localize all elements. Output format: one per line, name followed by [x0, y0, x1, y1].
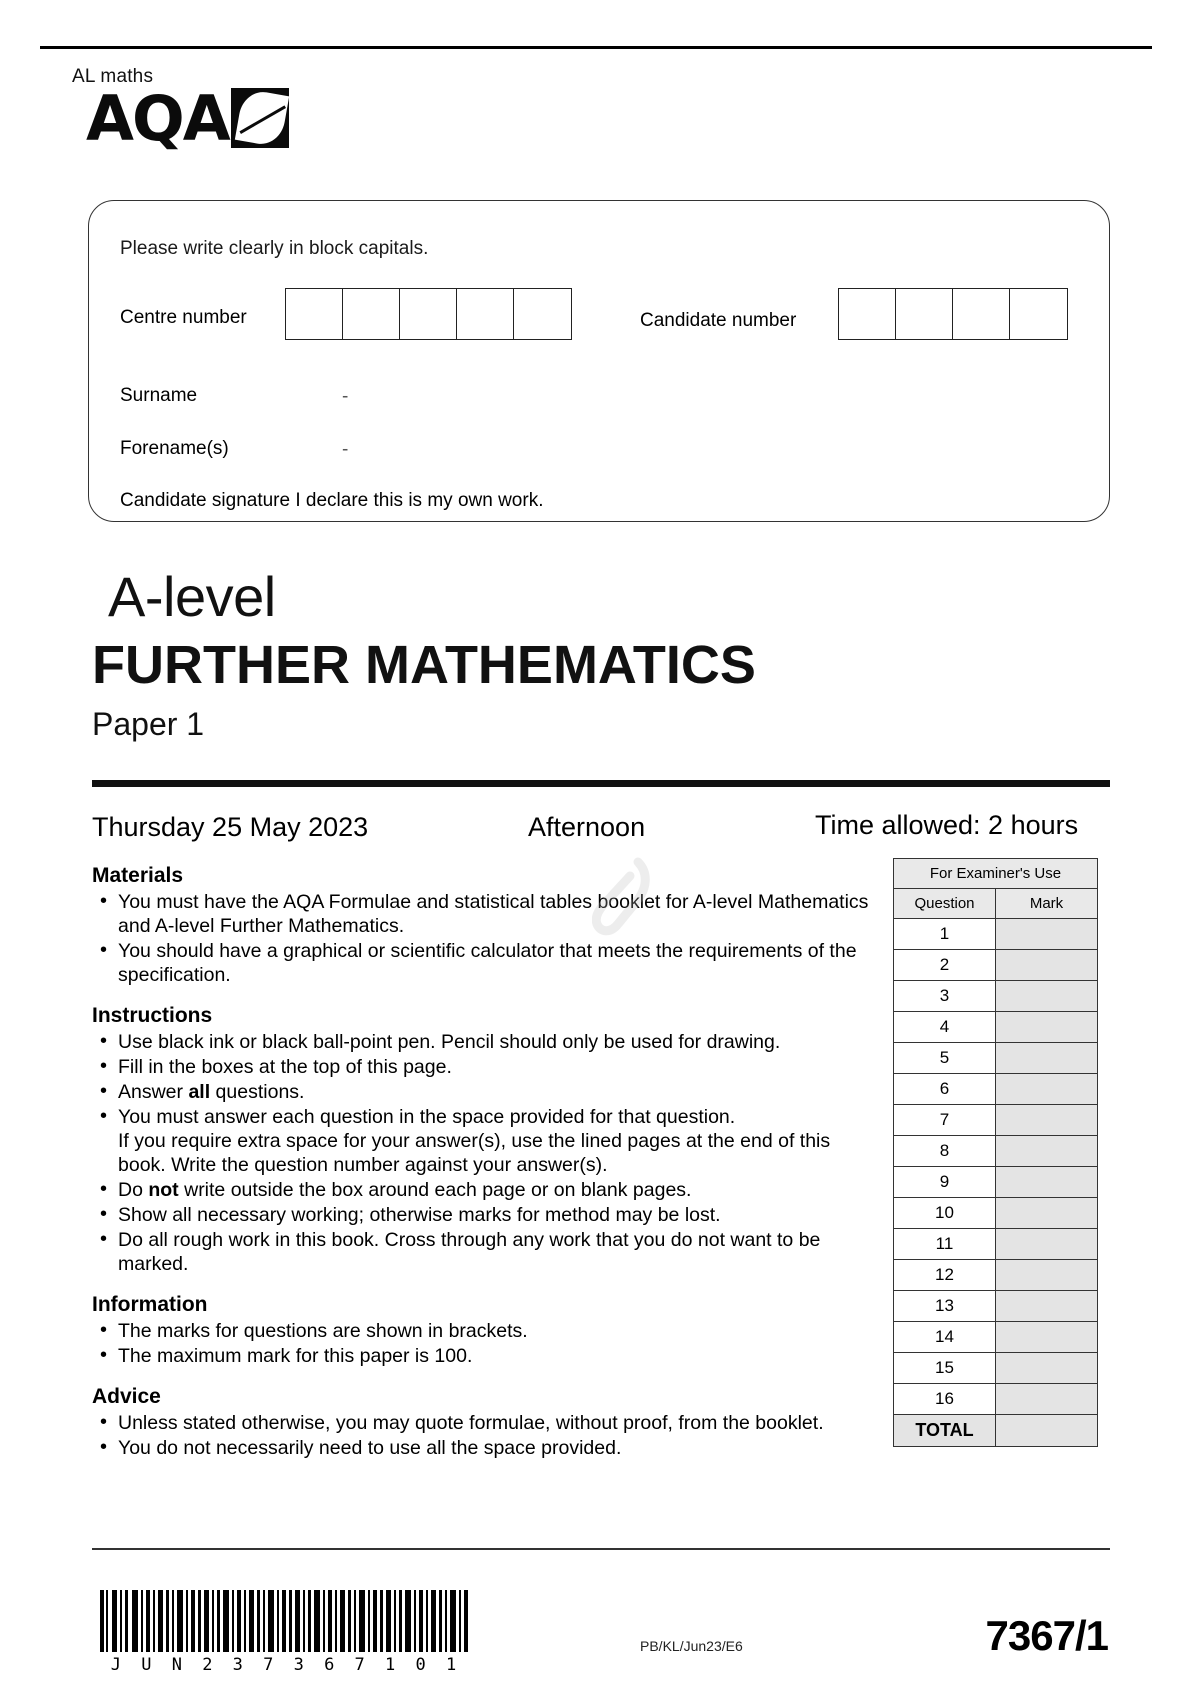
list-item: • You must have the AQA Formulae and statistical tables booklet for A-level Mathematics and A-level Further Mathematics. [92, 890, 882, 938]
instructions-column [92, 864, 882, 1477]
centre-number-cell[interactable] [457, 289, 514, 339]
mark-cell[interactable] [996, 1291, 1097, 1321]
mark-cell[interactable] [996, 1012, 1097, 1042]
candidate-number-cell[interactable] [839, 289, 896, 339]
mark-cell[interactable] [996, 1322, 1097, 1352]
surname-field[interactable]: - [342, 386, 349, 407]
question-number: 7 [894, 1105, 996, 1135]
top-rule [40, 46, 1152, 49]
list-item: • Answer all questions. [92, 1080, 882, 1104]
centre-number-label: Centre number [120, 307, 247, 328]
annotation-label: AL maths [72, 66, 154, 87]
mark-cell[interactable] [996, 981, 1097, 1011]
materials-heading: Materials [92, 864, 184, 887]
examiner-use-table [893, 858, 1098, 1447]
table-row [894, 1012, 1097, 1043]
table-row [894, 1291, 1097, 1322]
aqa-logo-text: AQA [86, 82, 229, 155]
table-row [894, 1198, 1097, 1229]
list-item: • You should have a graphical or scientific calculator that meets the requirements of the specification. [92, 939, 882, 987]
instructions-heading: Instructions [92, 1004, 213, 1027]
examiner-table-title: For Examiner's Use [894, 859, 1097, 889]
list-item: • Unless stated otherwise, you may quote formulae, without proof, from the booklet. [92, 1411, 882, 1435]
column-header-question: Question [894, 889, 996, 918]
table-row [894, 1322, 1097, 1353]
centre-number-cell[interactable] [514, 289, 571, 339]
title-rule [92, 780, 1110, 787]
paperclip-watermark-icon [592, 848, 662, 948]
list-item: • The maximum mark for this paper is 100. [92, 1344, 882, 1368]
table-row [894, 1136, 1097, 1167]
question-number: 5 [894, 1043, 996, 1073]
aqa-leaf-icon [231, 88, 291, 150]
list-item: • Fill in the boxes at the top of this page. [92, 1055, 882, 1079]
barcode-text: J U N 2 3 7 3 6 7 1 0 1 [110, 1655, 462, 1675]
table-row [894, 1105, 1097, 1136]
information-list [92, 1319, 882, 1368]
mark-cell[interactable] [996, 1384, 1097, 1414]
mark-cell[interactable] [996, 950, 1097, 980]
question-number: 11 [894, 1229, 996, 1259]
candidate-number-cell[interactable] [953, 289, 1010, 339]
question-number: 12 [894, 1260, 996, 1290]
question-number: 14 [894, 1322, 996, 1352]
table-row [894, 1167, 1097, 1198]
qualification-title: A-level [108, 565, 276, 628]
forenames-field[interactable]: - [342, 439, 349, 460]
mark-cell[interactable] [996, 1043, 1097, 1073]
exam-date: Thursday 25 May 2023 [92, 812, 369, 842]
section-advice [92, 1385, 882, 1460]
forenames-label: Forename(s) [120, 438, 229, 459]
candidate-number-input[interactable] [838, 288, 1068, 340]
exam-time-allowed: Time allowed: 2 hours [815, 810, 1079, 840]
candidate-number-label: Candidate number [640, 310, 797, 331]
centre-number-input[interactable] [285, 288, 572, 340]
advice-list [92, 1411, 882, 1460]
table-row-total [894, 1415, 1097, 1446]
question-number: 3 [894, 981, 996, 1011]
list-item: • You do not necessarily need to use all the space provided. [92, 1436, 882, 1460]
table-row [894, 981, 1097, 1012]
question-number: 10 [894, 1198, 996, 1228]
total-mark-cell[interactable] [996, 1415, 1097, 1446]
paper-title: Paper 1 [92, 706, 205, 742]
aqa-logo [86, 82, 291, 155]
candidate-signature-label: Candidate signature I declare this is my own work. [120, 490, 544, 511]
question-number: 6 [894, 1074, 996, 1104]
centre-number-cell[interactable] [400, 289, 457, 339]
question-number: 16 [894, 1384, 996, 1414]
mark-cell[interactable] [996, 919, 1097, 949]
candidate-number-cell[interactable] [1010, 289, 1067, 339]
information-heading: Information [92, 1293, 208, 1316]
barcode [100, 1590, 472, 1652]
mark-cell[interactable] [996, 1105, 1097, 1135]
table-row [894, 1353, 1097, 1384]
list-item: • Show all necessary working; otherwise marks for method may be lost. [92, 1203, 882, 1227]
table-row [894, 1260, 1097, 1291]
bottom-rule [92, 1548, 1110, 1550]
paper-code: 7367/1 [985, 1612, 1108, 1659]
advice-heading: Advice [92, 1385, 161, 1408]
section-instructions [92, 1004, 882, 1276]
centre-number-cell[interactable] [286, 289, 343, 339]
list-item: • Do not write outside the box around each page or on blank pages. [92, 1178, 882, 1202]
mark-cell[interactable] [996, 1136, 1097, 1166]
list-item-text: You must answer each question in the space provided for that question. [118, 1106, 736, 1128]
list-item: • Use black ink or black ball-point pen. Pencil should only be used for drawing. [92, 1030, 882, 1054]
question-number: 9 [894, 1167, 996, 1197]
mark-cell[interactable] [996, 1167, 1097, 1197]
list-item: • The marks for questions are shown in brackets. [92, 1319, 882, 1343]
mark-cell[interactable] [996, 1198, 1097, 1228]
surname-label: Surname [120, 385, 198, 406]
question-number: 15 [894, 1353, 996, 1383]
mark-cell[interactable] [996, 1260, 1097, 1290]
question-number: 2 [894, 950, 996, 980]
centre-number-cell[interactable] [343, 289, 400, 339]
table-row [894, 1074, 1097, 1105]
question-number: 4 [894, 1012, 996, 1042]
print-code: PB/KL/Jun23/E6 [640, 1638, 743, 1654]
block-capitals-instruction: Please write clearly in block capitals. [120, 238, 429, 259]
materials-list [92, 890, 882, 987]
list-item [92, 1105, 882, 1177]
instructions-list [92, 1030, 882, 1276]
mark-cell[interactable] [996, 1229, 1097, 1259]
section-information [92, 1293, 882, 1368]
candidate-number-cell[interactable] [896, 289, 953, 339]
subject-title: FURTHER MATHEMATICS [92, 635, 756, 695]
exam-session: Afternoon [528, 812, 646, 842]
list-item: • Do all rough work in this book. Cross through any work that you do not want to be marked. [92, 1228, 882, 1276]
total-label: TOTAL [894, 1415, 996, 1446]
question-number: 8 [894, 1136, 996, 1166]
table-row [894, 950, 1097, 981]
column-header-mark: Mark [1029, 895, 1064, 912]
mark-cell[interactable] [996, 1353, 1097, 1383]
table-row [894, 1043, 1097, 1074]
section-materials [92, 864, 882, 987]
table-row [894, 919, 1097, 950]
question-number: 13 [894, 1291, 996, 1321]
examiner-table-header-row [894, 889, 1097, 919]
mark-cell[interactable] [996, 1074, 1097, 1104]
question-number: 1 [894, 919, 996, 949]
table-row [894, 1384, 1097, 1415]
list-item-subtext: If you require extra space for your answer(s), use the lined pages at the end of this book. Write the question number against your answer(s). [118, 1130, 831, 1176]
table-row [894, 1229, 1097, 1260]
